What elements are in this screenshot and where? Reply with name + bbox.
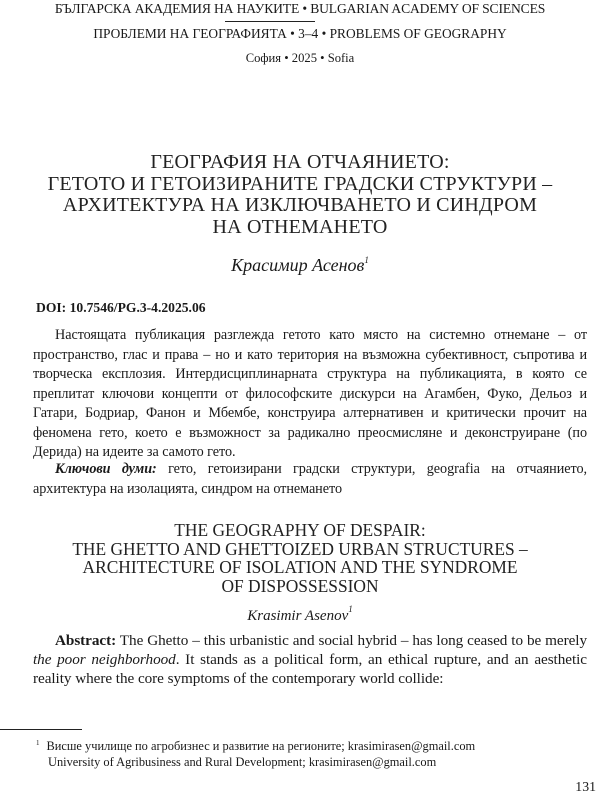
abstract-bg-text: Настоящата публикация разглежда гетото като място на системно отнемане – от пространство, глас и права – но и като територия на възможна субективност, съпротива и творческа експлозия. Интердисциплинарната структура на публикацията, в която се преплитат ключови концепти от философските дискурси на Агамбен, Фуко, Дельоз и Гатари, Бодриар, Фанон и Мбембе, конструира алтернативен и критически прочит на феномена гето, което е възможност за радикално преосмисляне и деконструиране (по Дерида) на идеите за самото гето.: [33, 327, 587, 460]
abstract-en: [33, 631, 587, 688]
author-name-en: Krasimir Asenov: [247, 608, 349, 624]
author-bg: [0, 255, 600, 276]
title-en-line: OF DISPOSSESSION: [221, 575, 379, 596]
keywords-text: гето, гетоизирани градски структури, geografia на отчаянието, архитектура на изолацията, синдром на отнемането: [33, 461, 588, 497]
title-en-line: THE GEOGRAPHY OF DESPAIR:: [174, 520, 426, 540]
keywords-bg: [33, 460, 587, 499]
title-bg-line: НА ОТНЕМАНЕТО: [212, 215, 388, 238]
journal-header: ПРОБЛЕМИ НА ГЕОГРАФИЯТА • 3–4 • PROBLEMS OF GEOGRAPHY: [93, 26, 507, 41]
article-title-en: [20, 521, 580, 595]
footnote-line-1: Висше училище по агробизнес и развитие на регионите; krasimirasen@gmail.com: [46, 739, 476, 753]
author-en: [0, 604, 600, 625]
header-divider: [225, 21, 315, 22]
title-bg-line: ГЕОГРАФИЯ НА ОТЧАЯНИЕТО:: [150, 151, 450, 173]
title-en-line: THE GHETTO AND GHETTOIZED URBAN STRUCTURES –: [72, 538, 528, 559]
abstract-en-text-2: . It stands as a political form, an ethical rupture, and an aesthetic reality where the core symptoms of the contemporary world collide:: [33, 651, 587, 687]
place-year: София • 2025 • Sofia: [245, 51, 355, 65]
footnote: [36, 736, 596, 770]
page-number: 131: [575, 779, 596, 794]
footnote-number: 1: [36, 739, 40, 747]
footnote-divider: [0, 729, 82, 730]
keywords-label: Ключови думи:: [55, 461, 157, 477]
author-name-bg: Красимир Асенов: [231, 255, 365, 275]
title-en-line: ARCHITECTURE OF ISOLATION AND THE SYNDROME: [82, 557, 518, 577]
footnote-mark[interactable]: 1: [364, 255, 369, 265]
footnote-mark[interactable]: 1: [348, 604, 353, 614]
abstract-en-text: The Ghetto – this urbanistic and social hybrid – has long ceased to be merely: [116, 632, 587, 649]
abstract-bg: [33, 326, 587, 463]
abstract-en-emphasis: the poor neighborhood: [33, 651, 176, 668]
title-bg-line: ГЕТОТО И ГЕТОИЗИРАНИТЕ ГРАДСКИ СТРУКТУРИ –: [47, 172, 553, 195]
academy-header: БЪЛГАРСКА АКАДЕМИЯ НА НАУКИТЕ • BULGARIAN ACADEMY OF SCIENCES: [54, 1, 546, 16]
title-bg-line: АРХИТЕКТУРА НА ИЗКЛЮЧВАНЕТО И СИНДРОМ: [62, 194, 538, 216]
footnote-line-2: University of Agribusiness and Rural Development; krasimirasen@gmail.com: [48, 754, 437, 769]
article-title-bg: [20, 152, 580, 238]
doi[interactable]: DOI: 10.7546/PG.3-4.2025.06: [36, 300, 206, 315]
abstract-label: Abstract:: [55, 632, 117, 649]
